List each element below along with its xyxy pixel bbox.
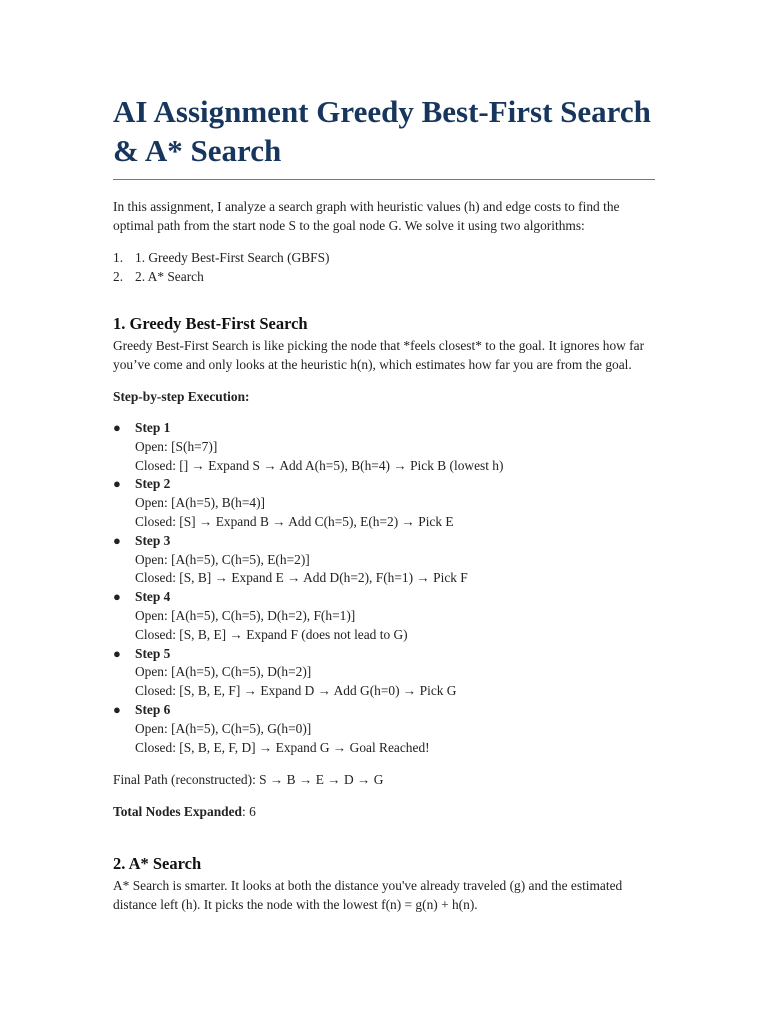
bullet-icon: ● [113, 476, 121, 492]
step-item [113, 419, 655, 475]
title-divider [113, 179, 655, 180]
list-item-label: 2. A* Search [135, 269, 204, 284]
bullet-icon: ● [113, 645, 121, 661]
step-label: Step 2 [135, 476, 171, 492]
total-label: Total Nodes Expanded [113, 804, 242, 820]
list-item-label: 1. Greedy Best-First Search (GBFS) [135, 250, 330, 265]
bullet-icon: ● [113, 532, 121, 548]
step-closed: Closed: [S, B, E] → Expand F (does not lead to G) [135, 626, 408, 642]
step-closed: Closed: [S, B, E, F, D] → Expand G → Goal Reached! [135, 739, 430, 755]
step-closed: Closed: [S, B] → Expand E → Add D(h=2), F(h=1) → Pick F [135, 570, 468, 586]
step-item [113, 645, 655, 701]
document-title: AI Assignment Greedy Best-First Search & A* Search [113, 94, 651, 168]
steps-list [113, 419, 655, 757]
list-number: 1. [113, 250, 124, 265]
step-item [113, 475, 655, 531]
step-open: Open: [S(h=7)] [135, 438, 218, 454]
step-open: Open: [A(h=5), C(h=5), G(h=0)] [135, 720, 312, 736]
document-page [113, 92, 655, 914]
step-item [113, 588, 655, 644]
step-open: Open: [A(h=5), C(h=5), E(h=2)] [135, 551, 310, 567]
step-item [113, 701, 655, 757]
step-open: Open: [A(h=5), B(h=4)] [135, 495, 266, 511]
list-item [113, 248, 655, 267]
step-label: Step 4 [135, 589, 171, 605]
astar-heading: 2. A* Search [113, 854, 202, 874]
bullet-icon: ● [113, 701, 121, 717]
gbfs-heading: 1. Greedy Best-First Search [113, 314, 308, 333]
total-value: : 6 [242, 804, 256, 820]
intro-paragraph: In this assignment, I analyze a search graph with heuristic values (h) and edge costs to find the optimal path from the start node S to the goal node G. We solve it using two algorithms: [113, 199, 620, 233]
total-nodes-expanded [113, 802, 655, 821]
step-closed: Closed: [S, B, E, F] → Expand D → Add G(h=0) → Pick G [135, 683, 457, 699]
steps-heading: Step-by-step Execution: [113, 389, 250, 404]
step-closed: Closed: [S] → Expand B → Add C(h=5), E(h=2) → Pick E [135, 513, 454, 529]
gbfs-description: Greedy Best-First Search is like picking the node that *feels closest* to the goal. It ignores how far you’ve come and only looks at the heuristic h(n), which estimates how far you are from the goal. [113, 338, 645, 372]
step-open: Open: [A(h=5), C(h=5), D(h=2), F(h=1)] [135, 607, 356, 623]
step-label: Step 6 [135, 701, 171, 717]
bullet-icon: ● [113, 589, 121, 605]
step-label: Step 1 [135, 420, 171, 435]
list-number: 2. [113, 269, 124, 284]
step-closed: Closed: [] → Expand S → Add A(h=5), B(h=4) → Pick B (lowest h) [135, 457, 504, 473]
step-label: Step 5 [135, 645, 171, 661]
astar-description: A* Search is smarter. It looks at both the distance you've already traveled (g) and the estimated distance left (h). It picks the node with the lowest f(n) = g(n) + h(n). [113, 878, 623, 913]
step-label: Step 3 [135, 532, 171, 548]
algorithm-list [113, 248, 655, 286]
step-open: Open: [A(h=5), C(h=5), D(h=2)] [135, 664, 312, 680]
bullet-icon: ● [113, 420, 121, 435]
final-path: Final Path (reconstructed): S → B → E → D → G [113, 772, 384, 788]
list-item [113, 267, 655, 286]
step-item [113, 532, 655, 588]
